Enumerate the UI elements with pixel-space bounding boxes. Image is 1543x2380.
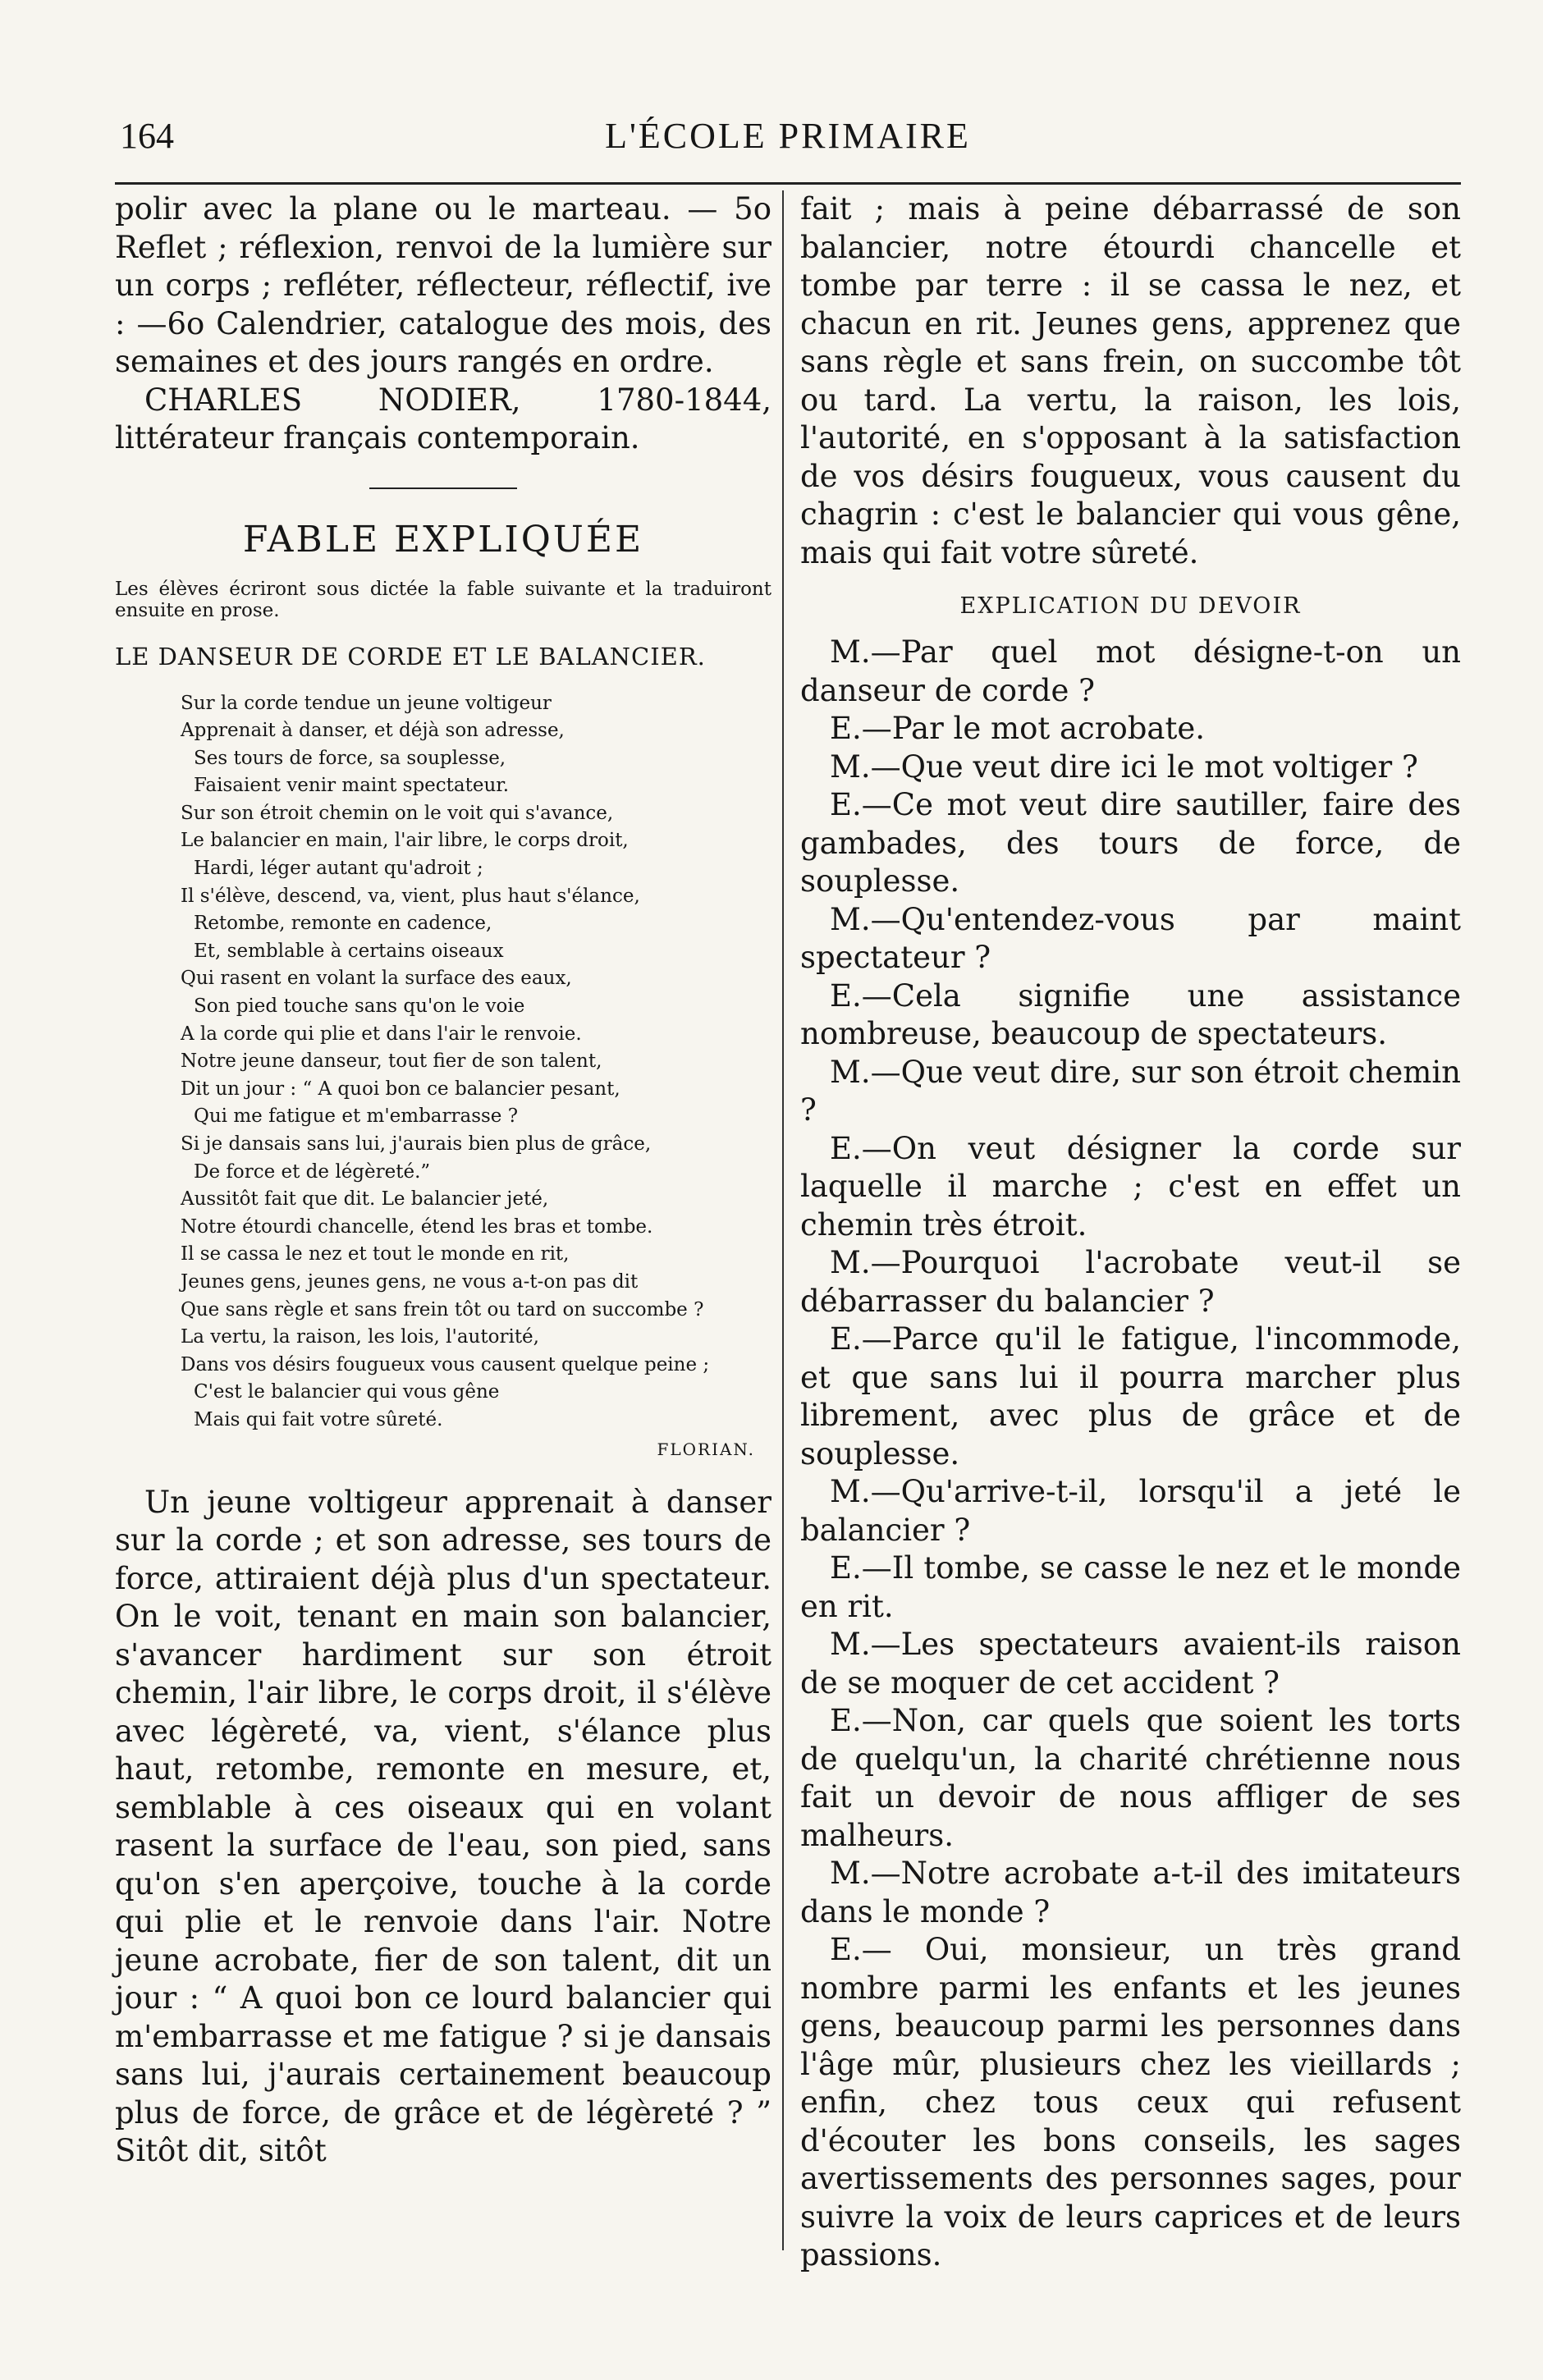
poem-line: Qui me fatigue et m'embarrasse ? [194,1105,519,1128]
poem-line: Notre étourdi chancelle, étend les bras et tombe. [181,1215,653,1238]
section-separator [369,487,517,489]
dialogue-line: E.—Parce qu'il le fatigue, l'incommode, et que sans lui il pourra marcher plus librement, avec plus de grâce et de souplesse. [800,1321,1461,1471]
prose-continuation: fait ; mais à peine débarrassé de son balancier, notre étourdi chancelle et tombe par terre : il se cassa le nez, et chacun en rit. Jeunes gens, apprenez que sans règle et sans frein, on succombe tôt ou tard. La vertu, la raison, les lois, l'autorité, en s'opposant à la satisfaction de vos désirs fougueux, vous causent du chagrin : c'est le balancier qui vous gêne, mais qui fait votre sûreté. [800,191,1461,570]
poem-line: Sur son étroit chemin on le voit qui s'avance, [181,802,614,824]
header-rule [115,182,1461,185]
intro-paragraph: polir avec la plane ou le marteau. — 5o Reflet ; réflexion, renvoi de la lumière sur un corps ; refléter, réflecteur, réflectif, ive : —6o Calendrier, catalogue des mois, des semaines et des jours rangés en ordre. [115,191,772,379]
fable-poem [115,690,772,1435]
poem-line: Mais qui fait votre sûreté. [194,1408,443,1430]
poem-line: Aussitôt fait que dit. Le balancier jeté, [181,1188,549,1211]
page-header [115,115,1461,172]
poem-line: Dans vos désirs fougueux vous causent quelque peine ; [181,1353,710,1375]
poem-line: Apprenait à danser, et déjà son adresse, [181,720,565,742]
page-number: 164 [120,116,174,156]
poem-line: Sur la corde tendue un jeune voltigeur [181,692,552,714]
poem-line: Le balancier en main, l'air libre, le corps droit, [181,830,629,852]
dictation-instruction: Les élèves écriront sous dictée la fable suivante et la traduiront ensuite en prose. [115,578,772,621]
right-column [800,190,1461,2275]
dialogue-line: E.—Non, car quels que soient les torts de quelqu'un, la charité chrétienne nous fait un devoir de nous affliger de ses malheurs. [800,1703,1461,1853]
left-column [115,190,772,2171]
section-title: FABLE EXPLIQUÉE [242,518,644,561]
poem-line: A la corde qui plie et dans l'air le renvoie. [181,1023,582,1045]
dialogue-line: M.—Qu'entendez-vous par maint spectateur ? [800,901,1461,975]
poem-line: Son pied touche sans qu'on le voie [194,995,525,1018]
dialogue-line: M.—Que veut dire ici le mot voltiger ? [830,748,1418,785]
prose-translation: Un jeune voltigeur apprenait à danser sur la corde ; et son adresse, ses tours de force, attiraient déjà plus d'un spectateur. On le voit, tenant en main son balancier, s'avancer hardiment sur son étroit chemin, l'air libre, le corps droit, il s'élève avec légèreté, va, vient, s'élance plus haut, retombe, remonte en mesure, et, semblable à ces oiseaux qui en volant rasent la surface de l'eau, son pied, sans qu'on s'en aperçoive, touche à la corde qui plie et le renvoie dans l'air. Notre jeune acrobate, fier de son talent, dit un jour : “ A quoi bon ce lourd balancier qui m'embarrasse et me fatigue ? si je dansais sans lui, j'aurais certainement beaucoup plus de force, de grâce et de légèreté ? ” Sitôt dit, sitôt [115,1484,772,2169]
explanation-dialogue [800,634,1461,2275]
poem-line: De force et de légèreté.” [194,1160,431,1183]
dialogue-line: E.—Par le mot acrobate. [830,711,1206,746]
dialogue-line: M.—Que veut dire, sur son étroit chemin ? [800,1054,1461,1128]
dialogue-line: E.—Ce mot veut dire sautiller, faire des gambades, des tours de force, de souplesse. [800,787,1461,899]
dialogue-line: M.—Pourquoi l'acrobate veut-il se débarrasser du balancier ? [800,1245,1461,1319]
poem-line: Jeunes gens, jeunes gens, ne vous a-t-on pas dit [181,1270,639,1293]
poem-author: FLORIAN. [657,1439,755,1459]
poem-line: Que sans règle et sans frein tôt ou tard on succombe ? [181,1298,704,1320]
poem-line: Ses tours de force, sa souplesse, [194,747,506,769]
running-title: L'ÉCOLE PRIMAIRE [605,116,971,156]
dialogue-line: E.— Oui, monsieur, un très grand nombre parmi les enfants et les jeunes gens, beaucoup parmi les personnes dans l'âge mûr, plusieurs chez les vieillards ; enfin, chez tous ceux qui refusent d'écouter les bons conseils, les sages avertissements des personnes sages, pour suivre la voix de leurs caprices et de leurs passions. [800,1932,1461,2272]
dialogue-line: M.—Qu'arrive-t-il, lorsqu'il a jeté le balancier ? [800,1474,1461,1548]
poem-line: Hardi, léger autant qu'adroit ; [194,858,483,880]
poem-title: LE DANSEUR DE CORDE ET LE BALANCIER. [115,642,706,671]
poem-line: Qui rasent en volant la surface des eaux, [181,968,572,990]
author-note: CHARLES NODIER, 1780-1844, littérateur français contemporain. [115,382,772,455]
dialogue-line: E.—Il tombe, se casse le nez et le monde en rit. [800,1550,1461,1624]
dialogue-line: E.—Cela signifie une assistance nombreuse, beaucoup de spectateurs. [800,977,1461,1051]
poem-line: La vertu, la raison, les lois, l'autorité, [181,1326,539,1348]
dialogue-line: M.—Notre acrobate a-t-il des imitateurs dans le monde ? [800,1856,1461,1929]
poem-line: Si je dansais sans lui, j'aurais bien plus de grâce, [181,1133,652,1155]
dialogue-line: M.—Par quel mot désigne-t-on un danseur de corde ? [800,634,1461,708]
poem-line: Dit un jour : “ A quoi bon ce balancier pesant, [181,1078,620,1100]
poem-line: Il se cassa le nez et tout le monde en rit, [181,1243,570,1266]
dialogue-line: M.—Les spectateurs avaient-ils raison de se moquer de cet accident ? [800,1627,1461,1700]
explanation-title: EXPLICATION DU DEVOIR [959,593,1302,619]
poem-line: Et, semblable à certains oiseaux [194,940,504,962]
poem-line: Retombe, remonte en cadence, [194,913,492,935]
column-divider [782,190,784,2250]
poem-line: Notre jeune danseur, tout fier de son talent, [181,1050,602,1073]
poem-line: C'est le balancier qui vous gêne [194,1381,500,1403]
poem-line: Il s'élève, descend, va, vient, plus haut s'élance, [181,885,640,907]
poem-line: Faisaient venir maint spectateur. [194,775,510,797]
dialogue-line: E.—On veut désigner la corde sur laquelle il marche ; c'est en effet un chemin très étroit. [800,1130,1461,1243]
